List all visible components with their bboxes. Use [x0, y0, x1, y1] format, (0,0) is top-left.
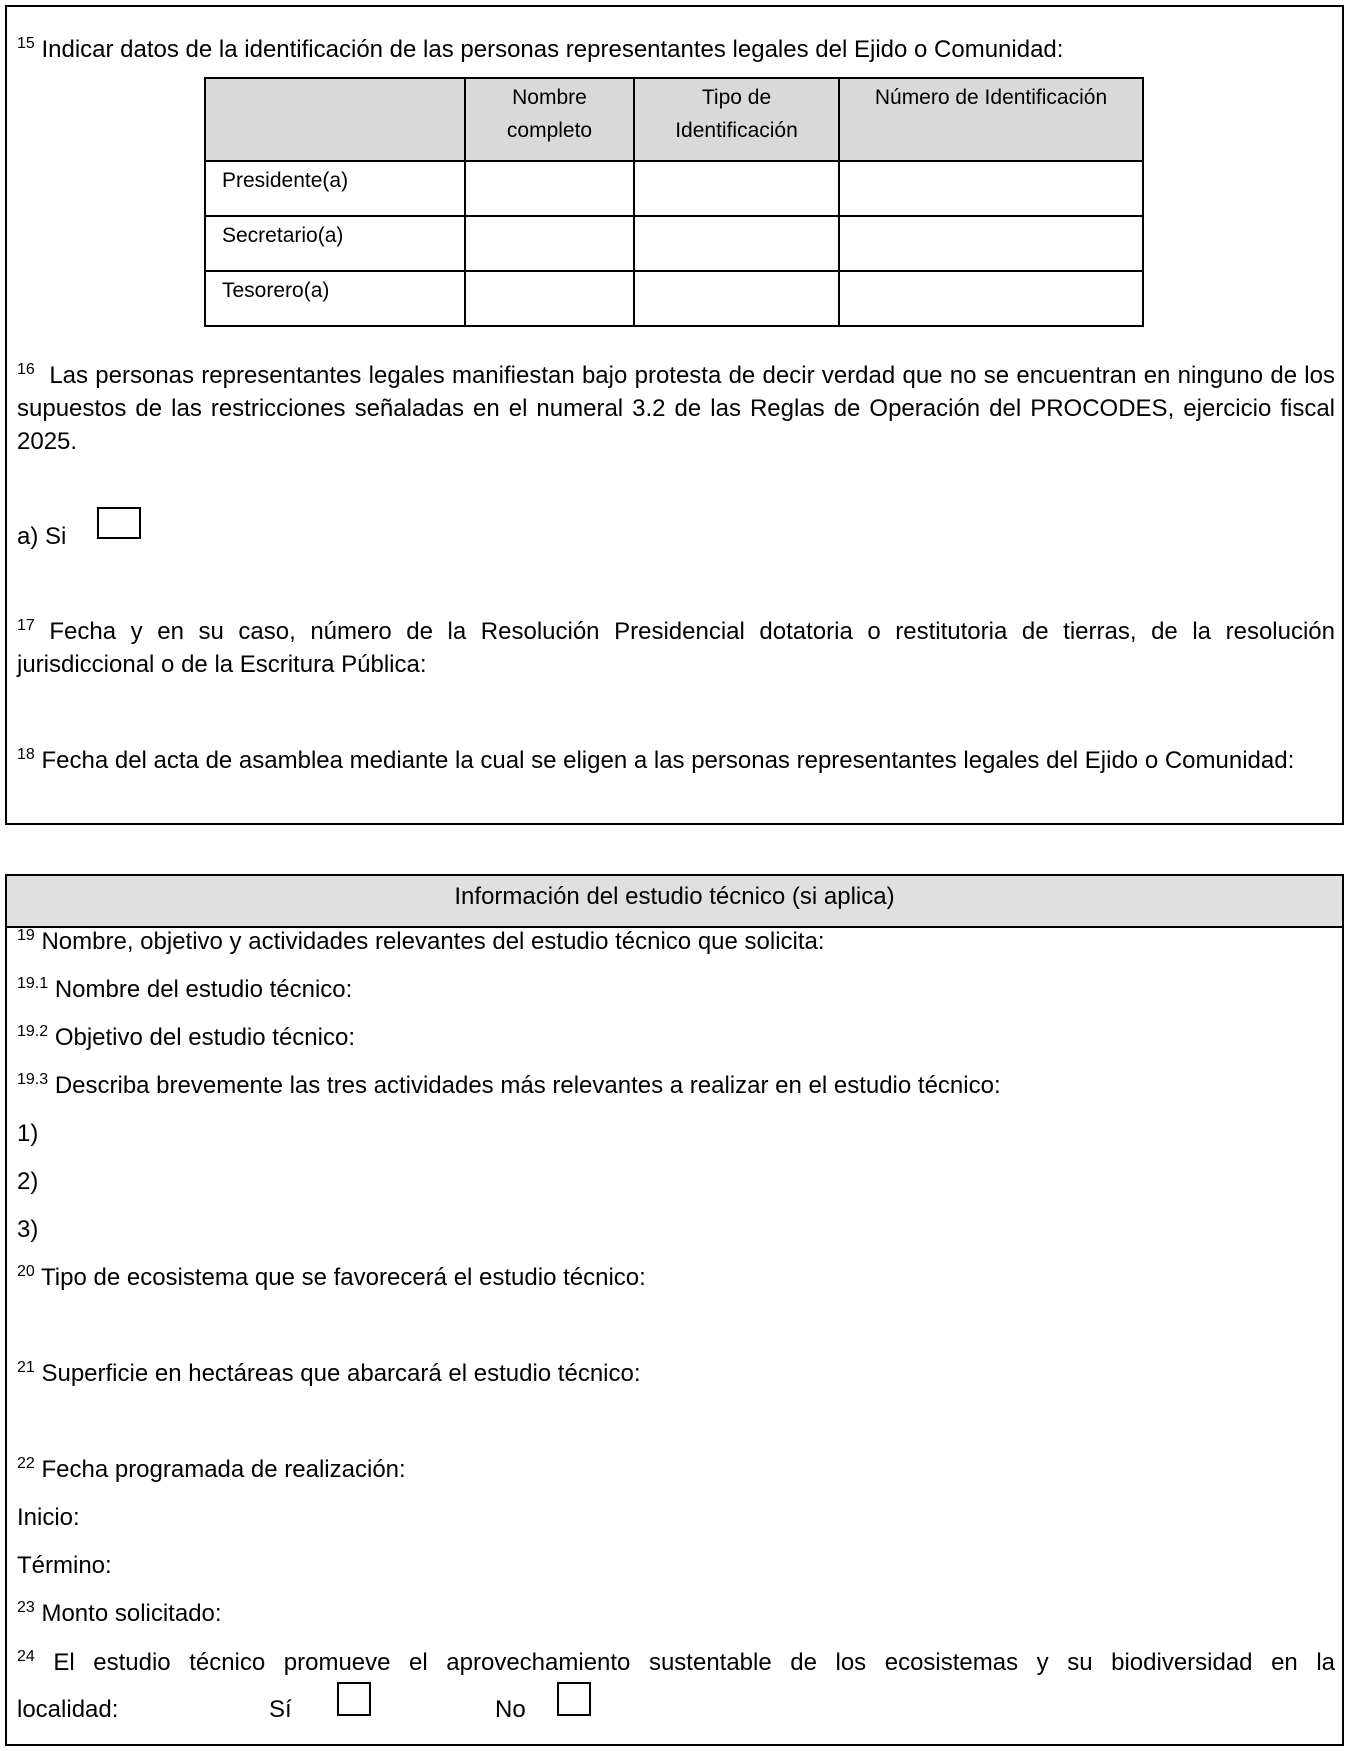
question-number: 21 — [17, 1359, 35, 1376]
question-text: Tipo de ecosistema que se favorecerá el estudio técnico: — [41, 1264, 646, 1291]
question-number: 18 — [17, 746, 35, 763]
question-text: Nombre del estudio técnico: — [54, 976, 353, 1003]
question-text: Monto solicitado: — [41, 1600, 222, 1627]
yes-label: Sí — [269, 1696, 292, 1723]
question-15 — [17, 34, 1063, 66]
role-cell: Secretario(a) — [205, 216, 465, 271]
question-number: 19.3 — [17, 1071, 49, 1088]
table-row — [205, 161, 1143, 216]
question-number: 16 — [17, 361, 35, 378]
question-21 — [17, 1358, 641, 1390]
question-24 — [17, 1646, 1335, 1679]
header-line: Tipo de — [701, 86, 772, 109]
question-number: 22 — [17, 1455, 35, 1472]
role-cell: Tesorero(a) — [205, 271, 465, 326]
question-number: 17 — [17, 617, 35, 634]
question-text: El estudio técnico promueve el aprovechamiento sustentable de los ecosistemas y su biodiversidad en la — [53, 1649, 1336, 1676]
question-19-2 — [17, 1022, 355, 1054]
estudio-tecnico-section — [5, 874, 1344, 1746]
question-19 — [17, 926, 825, 958]
question-16 — [17, 359, 1335, 458]
inicio-label: Inicio: — [17, 1504, 80, 1531]
question-number: 15 — [17, 35, 35, 52]
section-title: Información del estudio técnico (si aplica) — [7, 876, 1342, 928]
tipo-cell[interactable] — [634, 271, 839, 326]
table-header-row — [205, 78, 1143, 161]
header-nombre-completo — [465, 78, 634, 161]
question-19-1 — [17, 974, 352, 1006]
no-label: No — [495, 1696, 526, 1723]
tipo-cell[interactable] — [634, 216, 839, 271]
table-row — [205, 271, 1143, 326]
option-a-checkbox[interactable] — [97, 507, 141, 539]
question-number: 19.1 — [17, 975, 49, 992]
question-text: Fecha programada de realización: — [41, 1456, 406, 1483]
question-18 — [17, 744, 1335, 777]
question-number: 24 — [17, 1648, 35, 1665]
numero-cell[interactable] — [839, 161, 1143, 216]
yes-checkbox[interactable] — [337, 1682, 371, 1716]
question-text: Describa brevemente las tres actividades más relevantes a realizar en el estudio técnico: — [54, 1072, 1001, 1099]
activity-2: 2) — [17, 1168, 39, 1195]
question-number: 20 — [17, 1263, 35, 1280]
nombre-cell[interactable] — [465, 161, 634, 216]
question-17 — [17, 615, 1335, 681]
question-text: Fecha y en su caso, número de la Resolución Presidencial dotatoria o restitutoria de tierras, de la resolución jurisdiccional o de la Escritura Pública: — [17, 618, 1335, 678]
numero-cell[interactable] — [839, 216, 1143, 271]
question-number: 23 — [17, 1599, 35, 1616]
tipo-cell[interactable] — [634, 161, 839, 216]
question-23 — [17, 1598, 222, 1630]
header-line: completo — [506, 119, 593, 142]
question-19-3 — [17, 1070, 1001, 1102]
header-line: Identificación — [675, 119, 798, 142]
header-line: Nombre — [512, 86, 587, 109]
termino-label: Término: — [17, 1552, 112, 1579]
role-cell: Presidente(a) — [205, 161, 465, 216]
question-text: Indicar datos de la identificación de las personas representantes legales del Ejido o Comunidad: — [41, 36, 1064, 63]
table-row — [205, 216, 1143, 271]
header-tipo-identificacion — [634, 78, 839, 161]
question-number: 19.2 — [17, 1023, 49, 1040]
header-numero-identificacion — [839, 78, 1143, 161]
nombre-cell[interactable] — [465, 216, 634, 271]
question-text: Objetivo del estudio técnico: — [54, 1024, 355, 1051]
question-text: Fecha del acta de asamblea mediante la cual se eligen a las personas representantes legales del Ejido o Comunidad: — [41, 747, 1295, 774]
representatives-table — [204, 77, 1144, 327]
no-checkbox[interactable] — [557, 1682, 591, 1716]
question-number: 19 — [17, 927, 35, 944]
activity-3: 3) — [17, 1216, 39, 1243]
question-text: Las personas representantes legales manifiestan bajo protesta de decir verdad que no se encuentran en ninguno de los supuestos de las restricciones señaladas en el numeral 3.2 de las Reglas de Operación del PROCODES, ejercicio fiscal 2025. — [17, 362, 1335, 455]
question-20 — [17, 1262, 646, 1294]
nombre-cell[interactable] — [465, 271, 634, 326]
representantes-section — [5, 5, 1344, 825]
question-22 — [17, 1454, 406, 1486]
question-24-line2: localidad: — [17, 1696, 119, 1723]
question-text: Nombre, objetivo y actividades relevantes del estudio técnico que solicita: — [41, 928, 825, 955]
numero-cell[interactable] — [839, 271, 1143, 326]
option-a-label: a) Si — [17, 523, 67, 550]
activity-1: 1) — [17, 1120, 39, 1147]
header-line: Número de Identificación — [874, 86, 1108, 109]
header-cell-empty — [205, 78, 465, 161]
question-text: Superficie en hectáreas que abarcará el estudio técnico: — [41, 1360, 641, 1387]
